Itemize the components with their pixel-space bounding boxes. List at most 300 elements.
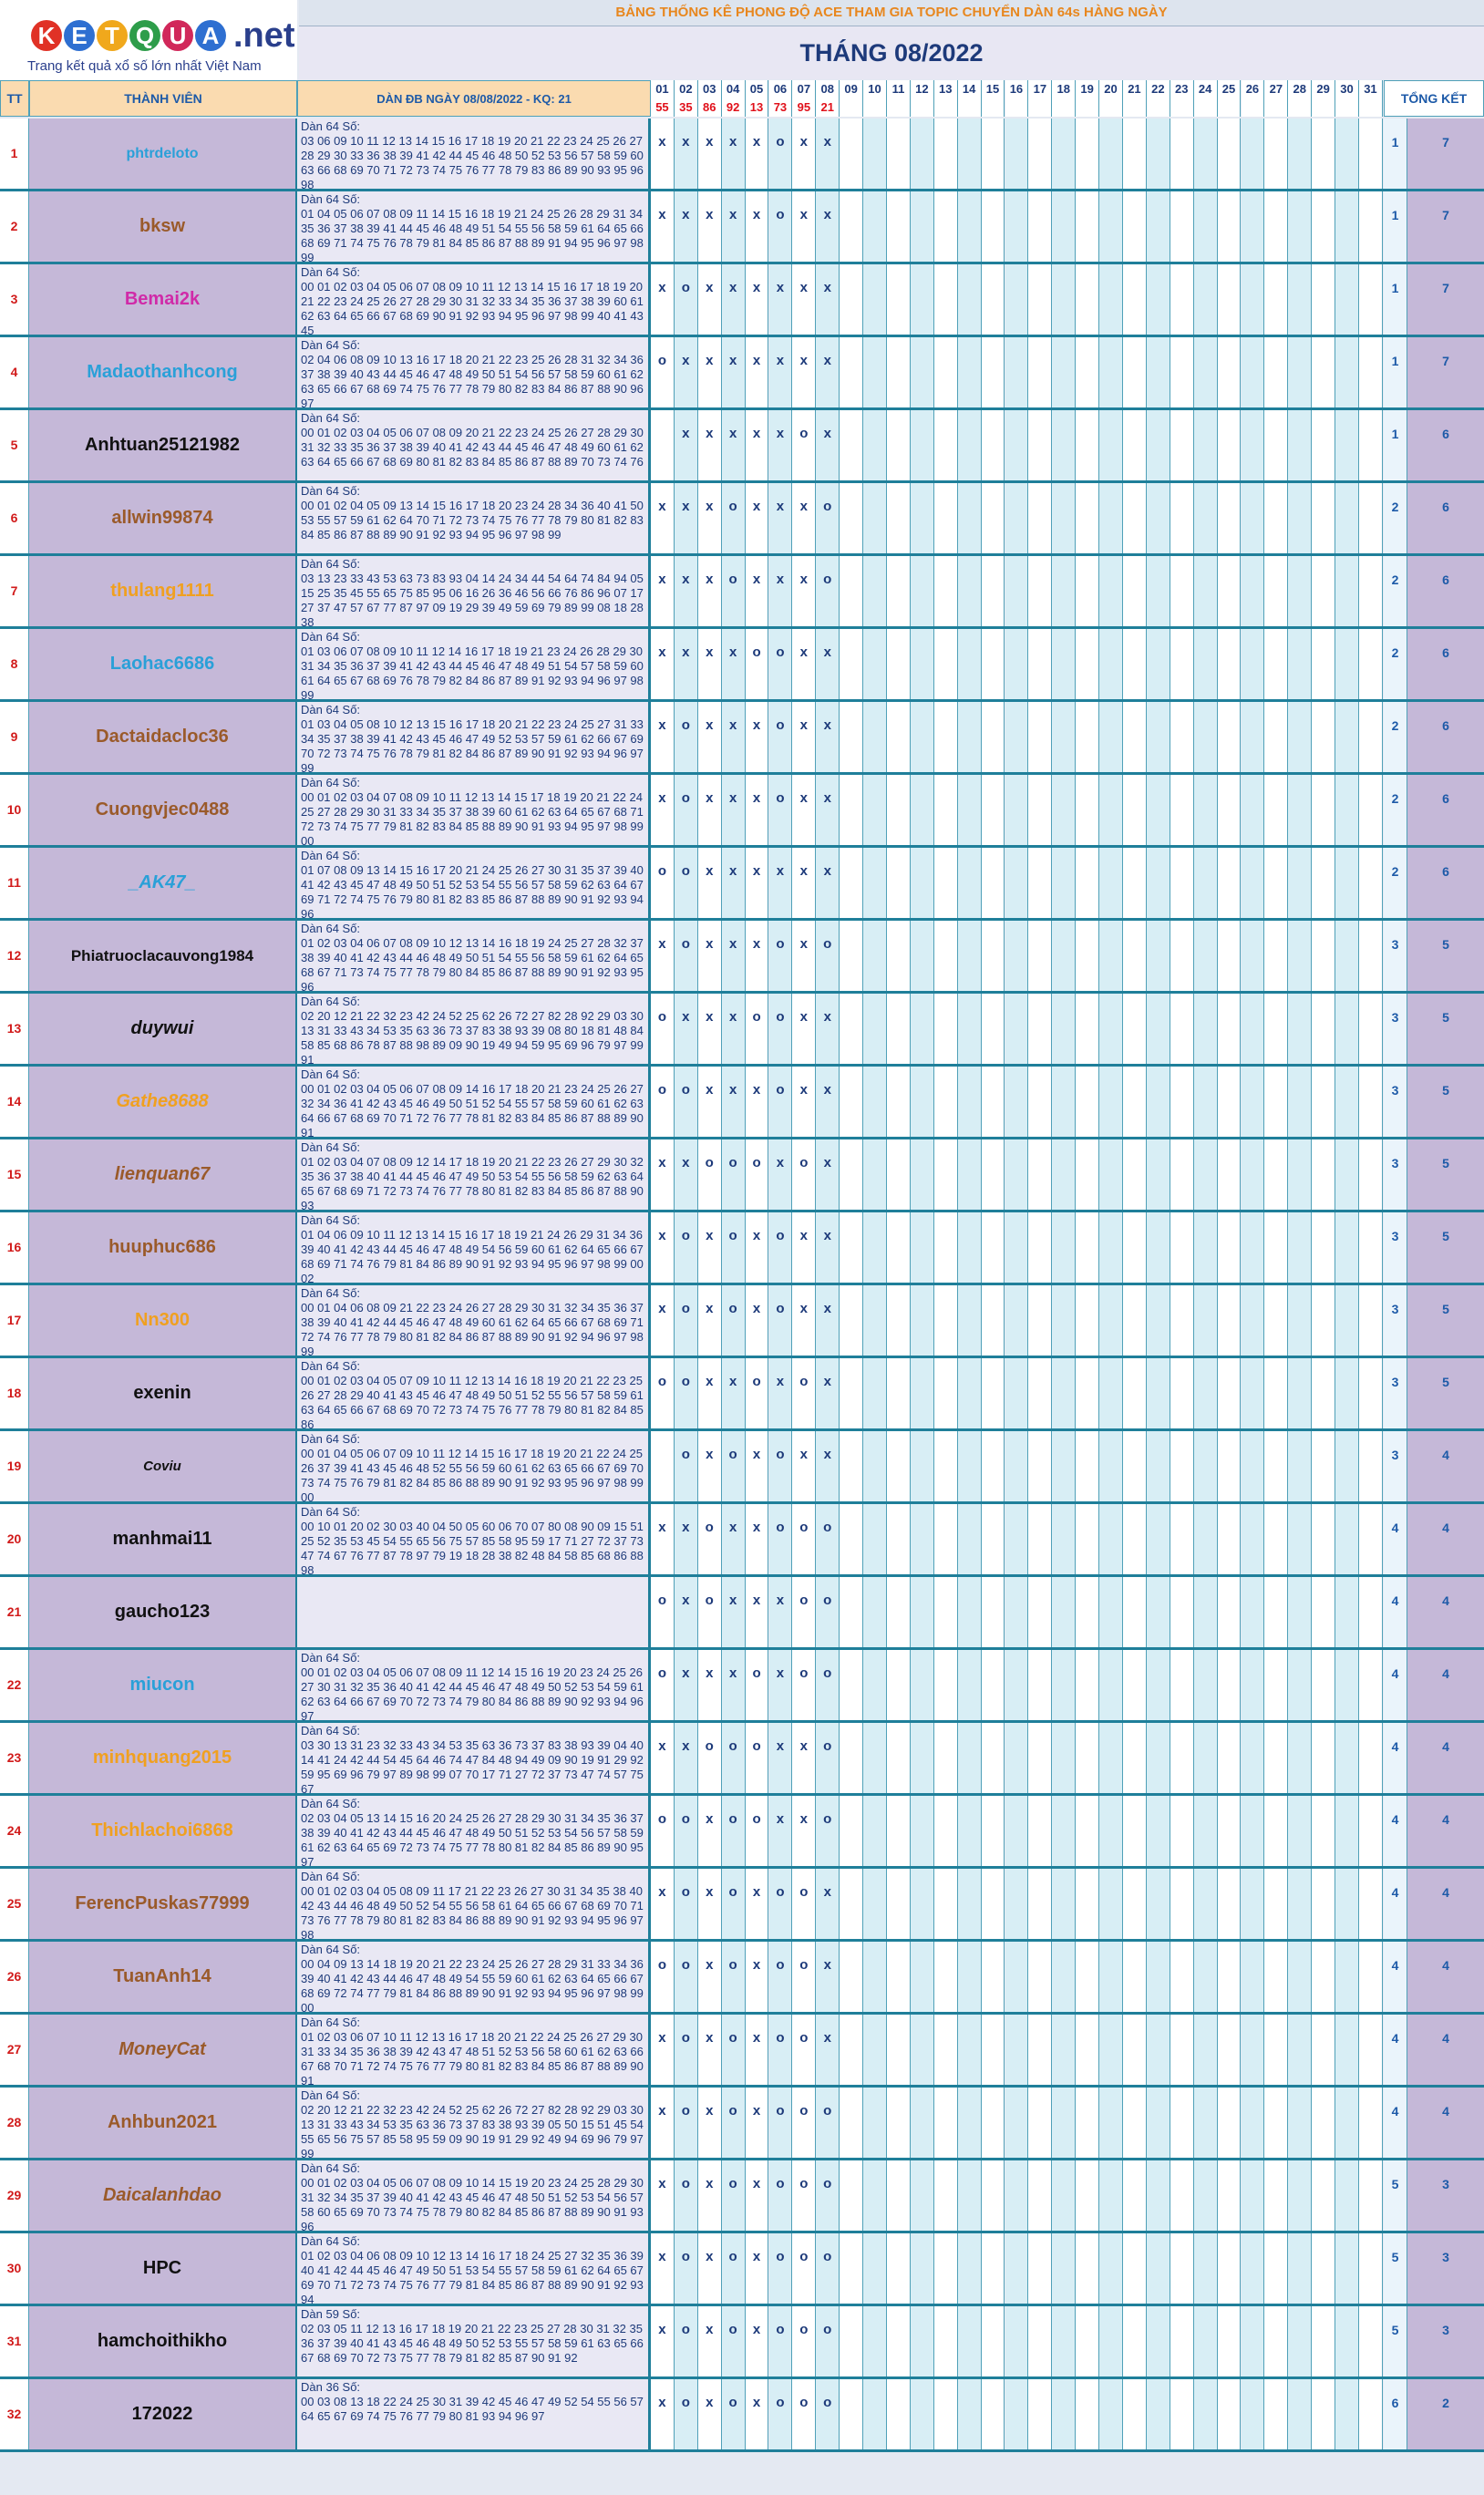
day-header: 03 — [698, 80, 722, 98]
day-mark — [1242, 483, 1265, 553]
day-mark — [1076, 2015, 1099, 2085]
day-mark — [1052, 1577, 1076, 1647]
day-mark — [1194, 2088, 1218, 2158]
member-row — [0, 264, 1484, 337]
day-mark: x — [722, 264, 746, 335]
day-mark — [887, 1139, 911, 1210]
day-mark — [1170, 483, 1194, 553]
day-mark — [1076, 921, 1099, 991]
day-mark: x — [698, 1067, 722, 1137]
day-mark — [1123, 1067, 1147, 1137]
day-mark — [1218, 775, 1242, 845]
day-mark — [1147, 2160, 1170, 2231]
day-mark — [1312, 702, 1335, 772]
day-mark — [1170, 1067, 1194, 1137]
day-mark — [1264, 2233, 1288, 2304]
day-mark — [1264, 1285, 1288, 1356]
day-mark: o — [792, 2379, 816, 2449]
day-mark — [1218, 2306, 1242, 2376]
day-mark — [1052, 1650, 1076, 1720]
member-row — [0, 1504, 1484, 1577]
day-result — [934, 98, 958, 117]
day-mark: x — [698, 1285, 722, 1356]
rank-value: 5 — [1384, 2306, 1407, 2376]
day-mark: x — [651, 2015, 675, 2085]
dan-numbers: 01 02 03 04 06 07 08 09 10 12 13 14 16 18 19 24 25 27 28 32 37 38 39 40 41 42 43 44 46 48 49 50 51 54 55 56 58 59 61 62 64 65 68 67 71 73 74 75 77 78 79 80 84 85 86 87 88 89 90 91 92 93 95 96 — [301, 936, 644, 991]
day-mark — [1147, 556, 1170, 626]
day-mark — [840, 629, 863, 699]
member-row — [0, 2306, 1484, 2379]
day-mark — [1264, 2379, 1288, 2449]
day-mark — [1005, 775, 1029, 845]
day-mark — [982, 119, 1005, 189]
day-mark — [934, 483, 958, 553]
rank-value: 2 — [1384, 556, 1407, 626]
day-mark — [1099, 1285, 1123, 1356]
day-mark — [863, 337, 887, 407]
member-name[interactable]: Gathe8688 — [29, 1067, 297, 1137]
day-header: 12 — [911, 80, 934, 98]
day-mark — [1264, 1796, 1288, 1866]
dan-numbers: 00 01 02 03 04 05 08 09 11 17 21 22 23 26 27 30 31 34 35 38 40 42 43 44 46 48 49 50 52 54 55 56 58 61 64 65 66 67 68 69 70 71 73 76 77 78 79 80 81 82 83 84 86 88 89 90 91 92 93 94 95 96 97 98 — [301, 1884, 644, 1939]
day-mark — [1288, 410, 1312, 480]
day-mark — [1147, 1431, 1170, 1501]
member-name[interactable]: gaucho123 — [29, 1577, 297, 1647]
day-mark: o — [698, 1504, 722, 1574]
member-name[interactable]: Laohac6686 — [29, 629, 297, 699]
day-mark — [911, 2015, 934, 2085]
total-value: 6 — [1407, 702, 1484, 772]
member-name[interactable]: hamchoithikho — [29, 2306, 297, 2376]
rank-value: 3 — [1384, 994, 1407, 1064]
day-mark — [1052, 556, 1076, 626]
day-mark — [1264, 1577, 1288, 1647]
day-mark — [1288, 1358, 1312, 1428]
day-mark — [1170, 702, 1194, 772]
member-name[interactable]: duywui — [29, 994, 297, 1064]
member-dan — [297, 191, 651, 262]
member-name[interactable]: Coviu — [29, 1431, 297, 1501]
day-mark — [982, 702, 1005, 772]
day-mark — [1052, 2088, 1076, 2158]
day-mark: x — [746, 1431, 769, 1501]
day-mark — [1005, 2233, 1029, 2304]
day-mark: o — [792, 1650, 816, 1720]
day-mark — [958, 2160, 982, 2231]
day-mark — [1052, 2379, 1076, 2449]
member-name[interactable]: Cuongvjec0488 — [29, 775, 297, 845]
day-mark — [1194, 1504, 1218, 1574]
total-value: 5 — [1407, 1358, 1484, 1428]
rank-value: 4 — [1384, 1796, 1407, 1866]
day-mark: x — [792, 775, 816, 845]
day-mark — [1218, 1431, 1242, 1501]
day-mark — [958, 2379, 982, 2449]
member-name[interactable]: huuphuc686 — [29, 1212, 297, 1283]
member-dan — [297, 629, 651, 699]
day-mark — [1288, 2088, 1312, 2158]
total-value: 4 — [1407, 2015, 1484, 2085]
day-mark: o — [675, 264, 698, 335]
dan-numbers: 03 30 13 31 23 32 33 43 34 53 35 63 36 73 37 83 38 93 39 04 40 14 41 24 42 44 54 45 64 46 74 47 84 48 94 49 09 90 19 91 29 92 59 95 69 96 79 97 89 98 99 07 70 17 71 27 72 37 73 47 74 57 75 67 — [301, 1738, 644, 1793]
total-value: 3 — [1407, 2233, 1484, 2304]
day-result: 13 — [746, 98, 769, 117]
day-result — [1359, 98, 1383, 117]
member-name[interactable]: Anhbun2021 — [29, 2088, 297, 2158]
day-mark — [1264, 556, 1288, 626]
day-mark — [1099, 1139, 1123, 1210]
day-mark: x — [722, 921, 746, 991]
rank-value: 1 — [1384, 191, 1407, 262]
dan-label: Dàn 64 Số: — [301, 2161, 361, 2175]
dan-numbers: 00 01 02 03 04 07 08 09 10 11 12 13 14 15 17 18 19 20 21 22 24 25 27 28 29 30 31 33 34 35 37 38 39 60 61 62 63 64 65 67 68 71 72 73 74 75 77 79 81 82 83 84 85 88 89 90 91 93 94 95 97 98 99 00 — [301, 790, 644, 845]
member-dan — [297, 2088, 651, 2158]
day-mark — [1242, 1431, 1265, 1501]
day-mark — [1312, 1942, 1335, 2012]
member-name[interactable]: HPC — [29, 2233, 297, 2304]
day-mark: x — [722, 775, 746, 845]
day-mark — [863, 264, 887, 335]
day-mark — [1312, 556, 1335, 626]
total-value: 6 — [1407, 483, 1484, 553]
day-mark — [911, 1723, 934, 1793]
day-mark — [934, 2160, 958, 2231]
day-mark — [1335, 1067, 1359, 1137]
day-mark — [1147, 119, 1170, 189]
member-name[interactable]: _AK47_ — [29, 848, 297, 918]
day-mark — [1264, 702, 1288, 772]
day-result — [1147, 98, 1170, 117]
day-mark — [1288, 1139, 1312, 1210]
day-mark — [1335, 775, 1359, 845]
day-mark — [887, 702, 911, 772]
dan-label: Dàn 64 Số: — [301, 484, 361, 498]
day-mark: o — [816, 2088, 840, 2158]
day-mark — [863, 1869, 887, 1939]
day-mark — [1099, 1067, 1123, 1137]
day-mark — [1194, 1067, 1218, 1137]
day-mark — [1005, 1942, 1029, 2012]
day-mark — [840, 1504, 863, 1574]
day-mark — [1312, 1504, 1335, 1574]
day-mark — [887, 1504, 911, 1574]
dan-numbers: 01 04 05 06 07 08 09 11 14 15 16 18 19 21 24 25 26 28 29 31 34 35 36 37 38 39 41 44 45 46 48 49 51 54 55 56 58 59 61 64 65 66 68 69 71 74 75 76 78 79 81 84 85 86 87 88 89 91 94 95 96 97 98 99 — [301, 207, 644, 262]
day-mark: o — [722, 1869, 746, 1939]
day-mark — [911, 337, 934, 407]
day-mark — [1028, 337, 1052, 407]
member-name[interactable]: lienquan67 — [29, 1139, 297, 1210]
day-mark: x — [746, 1212, 769, 1283]
day-mark — [1242, 1139, 1265, 1210]
day-mark: x — [769, 1723, 793, 1793]
day-mark — [1335, 994, 1359, 1064]
day-mark — [840, 1139, 863, 1210]
member-name[interactable]: Bemai2k — [29, 264, 297, 335]
day-mark: o — [675, 2233, 698, 2304]
rank-value: 4 — [1384, 1504, 1407, 1574]
day-mark — [1359, 1723, 1383, 1793]
day-mark — [887, 1650, 911, 1720]
dan-label: Dàn 64 Số: — [301, 1724, 361, 1737]
day-mark — [1170, 1212, 1194, 1283]
day-mark — [1028, 410, 1052, 480]
day-mark — [1076, 629, 1099, 699]
day-mark — [1335, 2088, 1359, 2158]
day-mark — [1335, 848, 1359, 918]
day-mark — [982, 2160, 1005, 2231]
day-mark: x — [698, 264, 722, 335]
member-name[interactable]: TuanAnh14 — [29, 1942, 297, 2012]
member-name[interactable]: Daicalanhdao — [29, 2160, 297, 2231]
day-mark — [1028, 1796, 1052, 1866]
day-mark: o — [746, 1139, 769, 1210]
day-mark — [982, 2379, 1005, 2449]
day-mark — [1288, 191, 1312, 262]
member-name[interactable]: bksw — [29, 191, 297, 262]
member-name[interactable]: Nn300 — [29, 1285, 297, 1356]
day-mark — [1170, 2015, 1194, 2085]
day-mark: o — [675, 1358, 698, 1428]
day-mark — [1218, 556, 1242, 626]
total-value: 4 — [1407, 1504, 1484, 1574]
day-mark — [887, 994, 911, 1064]
day-header: 07 — [792, 80, 816, 98]
logo-letter: A — [195, 20, 226, 51]
day-mark — [1147, 2379, 1170, 2449]
day-mark — [911, 1358, 934, 1428]
day-mark — [1242, 1067, 1265, 1137]
day-mark — [1359, 994, 1383, 1064]
day-mark — [1312, 1431, 1335, 1501]
member-name[interactable]: Thichlachoi6868 — [29, 1796, 297, 1866]
day-header: 28 — [1288, 80, 1312, 98]
day-mark — [1194, 2160, 1218, 2231]
day-mark: x — [698, 994, 722, 1064]
day-mark — [1052, 1723, 1076, 1793]
day-mark — [1099, 1577, 1123, 1647]
day-mark: o — [675, 1212, 698, 1283]
day-result — [982, 98, 1005, 117]
member-name[interactable]: phtrdeloto — [29, 119, 297, 189]
dan-label: Dàn 64 Số: — [301, 1140, 361, 1154]
day-mark — [1335, 921, 1359, 991]
day-mark — [1242, 1504, 1265, 1574]
day-mark: x — [792, 1067, 816, 1137]
logo-letter: K — [31, 20, 62, 51]
day-mark: x — [746, 483, 769, 553]
day-mark — [1218, 629, 1242, 699]
day-mark — [1264, 1067, 1288, 1137]
day-mark — [1028, 2160, 1052, 2231]
rank-value: 4 — [1384, 2015, 1407, 2085]
day-mark — [1264, 2160, 1288, 2231]
day-mark — [1242, 2306, 1265, 2376]
day-mark: o — [769, 2379, 793, 2449]
day-mark — [840, 483, 863, 553]
day-mark — [982, 337, 1005, 407]
day-mark — [1312, 1212, 1335, 1283]
dan-label: Dàn 64 Số: — [301, 1797, 361, 1810]
day-mark — [1218, 1650, 1242, 1720]
dan-label: Dàn 64 Số: — [301, 1213, 361, 1227]
member-name[interactable]: Madaothanhcong — [29, 337, 297, 407]
member-name[interactable]: minhquang2015 — [29, 1723, 297, 1793]
day-mark: o — [675, 2379, 698, 2449]
day-mark — [1123, 2233, 1147, 2304]
member-name[interactable]: thulang1111 — [29, 556, 297, 626]
day-mark — [1335, 119, 1359, 189]
day-mark: o — [792, 2088, 816, 2158]
day-mark: o — [769, 191, 793, 262]
rank-value: 1 — [1384, 264, 1407, 335]
member-name[interactable]: 172022 — [29, 2379, 297, 2449]
member-name[interactable]: Anhtuan25121982 — [29, 410, 297, 480]
day-mark: x — [698, 2379, 722, 2449]
day-mark — [1312, 1358, 1335, 1428]
day-mark — [1312, 119, 1335, 189]
day-mark — [1123, 1285, 1147, 1356]
day-mark — [1123, 1358, 1147, 1428]
day-mark — [1194, 629, 1218, 699]
day-mark — [1147, 191, 1170, 262]
day-mark — [1312, 1796, 1335, 1866]
member-name[interactable]: manhmai11 — [29, 1504, 297, 1574]
row-index: 8 — [0, 629, 29, 699]
day-mark — [982, 1431, 1005, 1501]
day-mark — [1359, 1577, 1383, 1647]
member-row — [0, 2088, 1484, 2160]
report-title: BẢNG THỐNG KÊ PHONG ĐỘ ACE THAM GIA TOPIC CHUYỂN DÀN 64s HÀNG NGÀY — [299, 0, 1484, 26]
dan-numbers: 00 10 01 20 02 30 03 40 04 50 05 60 06 70 07 80 08 90 09 15 51 25 52 35 53 45 54 55 65 56 75 57 85 58 95 59 17 71 27 72 37 73 47 74 67 76 77 87 78 97 79 19 18 28 38 82 48 84 58 85 68 86 88 98 — [301, 1520, 644, 1574]
day-mark — [1170, 2088, 1194, 2158]
day-mark — [1123, 556, 1147, 626]
day-mark — [840, 921, 863, 991]
site-logo[interactable] — [0, 0, 297, 82]
day-mark — [1312, 848, 1335, 918]
dan-numbers: 01 03 06 07 08 09 10 11 12 14 16 17 18 19 21 23 24 26 28 29 30 31 34 35 36 37 39 41 42 43 44 45 46 47 48 49 51 54 57 58 59 60 61 64 65 67 68 69 76 78 79 82 84 86 87 89 91 92 93 94 96 97 98 99 — [301, 644, 644, 699]
day-mark: x — [675, 483, 698, 553]
day-mark: o — [769, 2088, 793, 2158]
member-name[interactable]: FerencPuskas77999 — [29, 1869, 297, 1939]
day-mark — [1147, 2306, 1170, 2376]
day-mark: x — [722, 191, 746, 262]
day-mark — [934, 1796, 958, 1866]
day-result: 21 — [816, 98, 840, 117]
member-name[interactable]: allwin99874 — [29, 483, 297, 553]
day-mark — [887, 1869, 911, 1939]
day-mark: o — [769, 2015, 793, 2085]
day-mark — [1312, 337, 1335, 407]
member-name[interactable]: exenin — [29, 1358, 297, 1428]
day-mark — [1288, 775, 1312, 845]
day-mark — [1123, 1723, 1147, 1793]
day-mark: x — [698, 921, 722, 991]
day-mark — [1170, 1650, 1194, 1720]
day-mark — [1099, 1723, 1123, 1793]
member-name[interactable]: miucon — [29, 1650, 297, 1720]
day-mark — [1335, 2015, 1359, 2085]
day-mark: x — [675, 1723, 698, 1793]
day-mark — [1028, 2233, 1052, 2304]
row-index: 28 — [0, 2088, 29, 2158]
day-header: 08 — [816, 80, 840, 98]
day-mark — [1005, 1869, 1029, 1939]
day-mark — [982, 1358, 1005, 1428]
day-mark — [958, 921, 982, 991]
day-mark — [1099, 1869, 1123, 1939]
day-mark — [1359, 1431, 1383, 1501]
day-mark — [863, 1723, 887, 1793]
day-mark — [1194, 702, 1218, 772]
day-header: 15 — [982, 80, 1005, 98]
day-mark — [1028, 1139, 1052, 1210]
rank-value: 3 — [1384, 1212, 1407, 1283]
total-value: 4 — [1407, 1577, 1484, 1647]
day-mark — [1288, 264, 1312, 335]
day-header: 10 — [863, 80, 887, 98]
day-mark — [934, 410, 958, 480]
day-mark — [1052, 483, 1076, 553]
member-name[interactable]: Dactaidacloc36 — [29, 702, 297, 772]
member-row — [0, 775, 1484, 848]
day-mark — [1218, 1942, 1242, 2012]
day-mark — [840, 2088, 863, 2158]
day-mark — [1218, 264, 1242, 335]
day-header: 21 — [1123, 80, 1147, 98]
day-mark — [1242, 191, 1265, 262]
member-row — [0, 848, 1484, 921]
logo-letter: E — [64, 20, 95, 51]
day-mark — [934, 2015, 958, 2085]
member-name[interactable]: MoneyCat — [29, 2015, 297, 2085]
member-dan — [297, 994, 651, 1064]
day-mark — [651, 410, 675, 480]
dan-numbers: 00 04 09 13 14 18 19 20 21 22 23 24 25 26 27 28 29 31 33 34 36 39 40 41 42 43 44 46 47 48 49 54 55 59 60 61 62 63 64 65 66 67 68 69 72 74 77 79 81 84 86 88 89 90 91 92 93 94 95 96 97 98 99 00 — [301, 1957, 644, 2012]
day-mark: x — [651, 921, 675, 991]
day-mark: x — [769, 556, 793, 626]
logo-brand[interactable] — [31, 13, 295, 58]
day-mark — [1123, 1212, 1147, 1283]
day-mark: o — [651, 1650, 675, 1720]
day-mark — [1288, 1577, 1312, 1647]
day-mark — [1288, 2306, 1312, 2376]
member-name[interactable]: Phiatruoclacauvong1984 — [29, 921, 297, 991]
day-mark — [1264, 410, 1288, 480]
row-index: 11 — [0, 848, 29, 918]
dan-numbers: 02 03 04 05 13 14 15 16 20 24 25 26 27 28 29 30 31 34 35 36 37 38 39 40 41 42 43 44 45 46 47 48 49 50 51 52 53 54 56 57 58 59 61 62 63 64 65 69 72 73 74 75 77 78 80 81 82 84 85 86 89 90 95 97 — [301, 1811, 644, 1866]
day-header: 05 — [746, 80, 769, 98]
day-mark — [1170, 1796, 1194, 1866]
day-mark — [911, 994, 934, 1064]
day-mark — [1147, 1139, 1170, 1210]
dan-numbers: 02 20 12 21 22 32 23 42 24 52 25 62 26 72 27 82 28 92 29 03 30 13 31 33 43 34 53 35 63 36 73 37 83 38 93 39 05 50 15 51 45 54 55 65 56 75 57 85 58 95 59 09 90 19 91 29 92 49 94 69 96 79 97 99 — [301, 2103, 644, 2158]
day-mark — [1359, 2233, 1383, 2304]
day-mark: o — [792, 410, 816, 480]
day-mark — [1028, 2306, 1052, 2376]
day-mark — [1028, 483, 1052, 553]
day-mark — [1052, 775, 1076, 845]
day-mark — [1359, 1358, 1383, 1428]
total-value: 5 — [1407, 1067, 1484, 1137]
day-mark — [958, 2088, 982, 2158]
day-mark — [1123, 848, 1147, 918]
member-row — [0, 410, 1484, 483]
day-mark: x — [746, 921, 769, 991]
day-mark: o — [769, 1431, 793, 1501]
day-mark: x — [675, 556, 698, 626]
day-mark — [1335, 1723, 1359, 1793]
day-mark: x — [792, 921, 816, 991]
